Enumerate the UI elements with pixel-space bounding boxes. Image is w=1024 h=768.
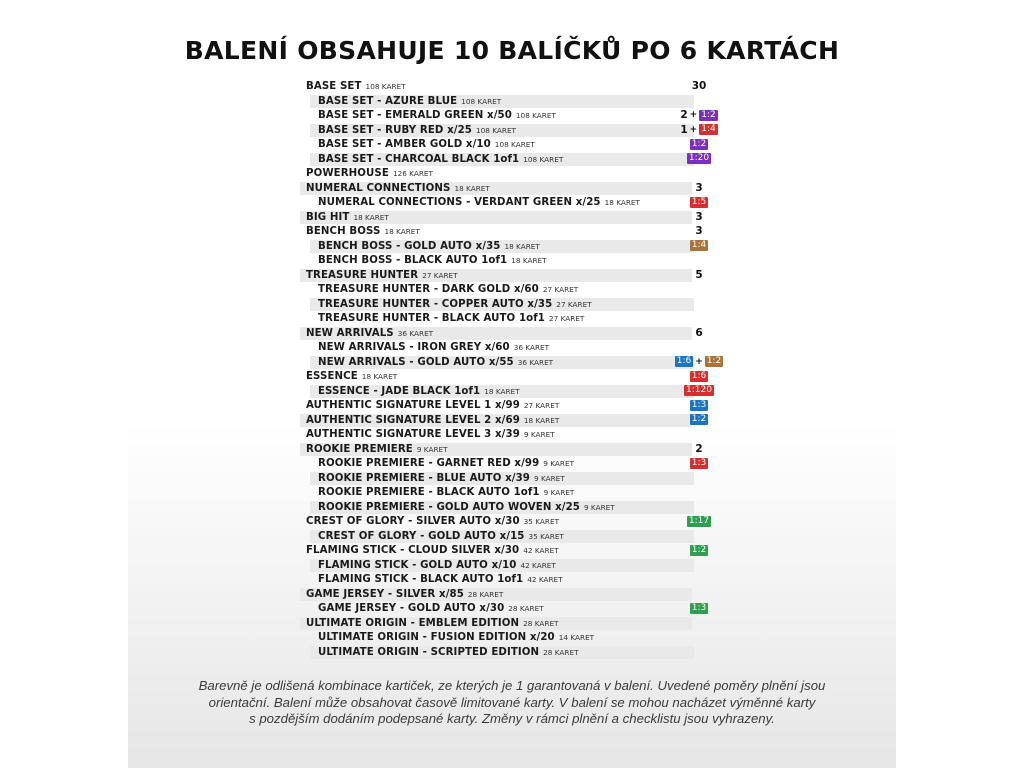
set-name: BASE SET: [306, 81, 362, 92]
plus-sign: +: [689, 124, 698, 135]
set-name-cell: [310, 298, 694, 311]
set-name-cell: [300, 370, 692, 383]
set-name-cell: [300, 428, 692, 441]
set-name: GAME JERSEY - SILVER x/85: [306, 588, 464, 600]
set-name: NUMERAL CONNECTIONS - VERDANT GREEN x/25: [318, 197, 601, 208]
odds-badge: 1:2: [701, 109, 716, 120]
set-name: CREST OF GLORY - GOLD AUTO x/15: [318, 530, 525, 542]
checklist-row: [300, 137, 740, 152]
checklist-row: [300, 326, 740, 341]
set-name-cell: [310, 472, 694, 485]
cards-per-box: 6: [695, 326, 703, 339]
odds-cell: [656, 514, 742, 529]
set-name: ULTIMATE ORIGIN - SCRIPTED EDITION: [318, 646, 540, 658]
set-name: TREASURE HUNTER - COPPER AUTO x/35: [318, 298, 553, 310]
odds-cell: [656, 398, 742, 413]
odds-cell: [656, 94, 742, 109]
set-name: ULTIMATE ORIGIN - FUSION EDITION x/20: [318, 632, 555, 643]
set-name: CREST OF GLORY - SILVER AUTO x/30: [306, 516, 520, 527]
checklist-row: [300, 413, 740, 428]
odds-cell: [656, 572, 742, 587]
card-count: 18 KARET: [384, 227, 420, 236]
odds-badge: 1:17: [688, 515, 710, 526]
odds-badge: 1:2: [691, 138, 707, 149]
card-count: 27 KARET: [548, 314, 585, 323]
odds-badge: 1:3: [691, 457, 707, 468]
odds-cell: [656, 326, 742, 341]
odds-cell: [656, 123, 742, 138]
card-count: 9 KARET: [583, 502, 615, 512]
checklist-row: [300, 166, 740, 181]
odds-cell: [656, 601, 742, 616]
card-count: 35 KARET: [523, 517, 560, 526]
checklist-row: [300, 369, 740, 384]
card-count: 36 KARET: [517, 357, 554, 367]
set-name-cell: [310, 95, 694, 108]
checklist-row: [300, 645, 740, 660]
checklist-row: [300, 340, 740, 355]
set-name: BENCH BOSS: [306, 226, 381, 237]
checklist-row: [300, 152, 740, 167]
card-count: 14 KARET: [558, 633, 595, 642]
cards-per-box: 3: [695, 181, 703, 194]
set-name-cell: [310, 457, 694, 470]
odds-cell: [656, 485, 742, 500]
card-count: 108 KARET: [365, 82, 406, 91]
odds-cell: [656, 616, 742, 631]
set-name-cell: [310, 254, 694, 267]
set-name: TREASURE HUNTER: [306, 269, 419, 281]
set-name: TREASURE HUNTER - DARK GOLD x/60: [318, 284, 539, 295]
checklist-row: [300, 456, 740, 471]
checklist-row: [300, 543, 740, 558]
set-name: FLAMING STICK - CLOUD SILVER x/30: [306, 545, 520, 556]
card-count: 108 KARET: [461, 96, 502, 106]
set-name-cell: [300, 617, 692, 630]
card-count: 9 KARET: [543, 488, 575, 497]
checklist-row: [300, 282, 740, 297]
set-name: NEW ARRIVALS - GOLD AUTO x/55: [318, 356, 514, 368]
checklist-row: [300, 500, 740, 515]
set-name-cell: [300, 269, 692, 282]
checklist-row: [300, 529, 740, 544]
set-name: BENCH BOSS - GOLD AUTO x/35: [318, 240, 501, 252]
odds-cell: [656, 413, 742, 428]
odds-cell: [656, 543, 742, 558]
odds-cell: [656, 587, 742, 602]
card-count: 27 KARET: [542, 285, 579, 294]
page-title: BALENÍ OBSAHUJE 10 BALÍČKŮ PO 6 KARTÁCH: [184, 36, 840, 65]
set-name: ROOKIE PREMIERE - GARNET RED x/99: [318, 458, 540, 469]
odds-cell: [656, 297, 742, 312]
odds-cell: [656, 442, 742, 457]
card-count: 9 KARET: [543, 459, 575, 468]
card-count: 28 KARET: [543, 647, 579, 657]
odds-badge: 1:2: [706, 356, 722, 367]
odds-cell: [656, 181, 742, 196]
cards-per-box: 30: [691, 80, 707, 93]
odds-cell: [656, 152, 742, 167]
card-count: 18 KARET: [361, 372, 398, 381]
odds-cell: [656, 369, 742, 384]
checklist-row: [300, 195, 740, 210]
odds-cell: [656, 427, 742, 442]
set-name-cell: [300, 399, 692, 412]
checklist-row: [300, 123, 740, 138]
set-name-cell: [310, 530, 694, 543]
odds-badge: 1:6: [691, 370, 707, 381]
checklist-row: [300, 239, 740, 254]
set-name: FLAMING STICK - BLACK AUTO 1of1: [318, 574, 524, 585]
set-name-cell: [310, 573, 694, 586]
cards-per-box: 2: [695, 442, 703, 455]
set-name: AUTHENTIC SIGNATURE LEVEL 2 x/69: [306, 414, 520, 426]
set-name-cell: [310, 240, 694, 253]
odds-cell: [656, 195, 742, 210]
set-name-cell: [300, 182, 692, 195]
card-count: 9 KARET: [523, 430, 555, 439]
set-name: ESSENCE: [306, 371, 358, 382]
plus-sign: +: [695, 356, 703, 367]
odds-cell: [656, 384, 742, 399]
set-name-cell: [310, 124, 694, 137]
checklist-row: [300, 355, 740, 370]
set-name: BASE SET - EMERALD GREEN x/50: [318, 110, 512, 121]
checklist-row: [300, 79, 740, 94]
set-name: BASE SET - RUBY RED x/25: [318, 124, 472, 136]
odds-cell: [656, 529, 742, 544]
set-name: ROOKIE PREMIERE - BLACK AUTO 1of1: [318, 487, 540, 498]
set-name: NUMERAL CONNECTIONS: [306, 182, 451, 194]
card-count: 108 KARET: [523, 154, 564, 164]
set-name: NEW ARRIVALS - IRON GREY x/60: [318, 342, 510, 353]
set-name: FLAMING STICK - GOLD AUTO x/10: [318, 559, 517, 571]
set-name-cell: [300, 80, 692, 93]
footnote-line: Barevně je odlišená kombinace kartiček, ze kterých je 1 garantovaná v balení. Uvedené poměry plnění jsou: [198, 678, 826, 693]
checklist-row: [300, 485, 740, 500]
set-name: BASE SET - CHARCOAL BLACK 1of1: [318, 153, 520, 165]
set-name-cell: [310, 312, 694, 325]
set-name: TREASURE HUNTER - BLACK AUTO 1of1: [318, 313, 545, 324]
set-name: ESSENCE - JADE BLACK 1of1: [318, 385, 481, 397]
card-count: 28 KARET: [467, 589, 504, 599]
odds-badge: 1:120: [686, 385, 712, 396]
set-name-cell: [300, 515, 692, 528]
set-name-cell: [310, 283, 694, 296]
card-count: 18 KARET: [523, 415, 560, 425]
card-count: 35 KARET: [528, 531, 564, 541]
card-count: 18 KARET: [454, 183, 490, 193]
checklist-row: [300, 572, 740, 587]
checklist-row: [300, 616, 740, 631]
odds-cell: [656, 268, 742, 283]
odds-cell: [656, 108, 742, 123]
odds-cell: [656, 210, 742, 225]
odds-cell: [656, 645, 742, 660]
set-name-cell: [300, 167, 692, 180]
set-name-cell: [310, 385, 694, 398]
set-name-cell: [300, 211, 692, 224]
odds-cell: [656, 311, 742, 326]
checklist-row: [300, 181, 740, 196]
cards-per-box: 3: [695, 225, 703, 238]
cards-per-box: 1: [680, 123, 688, 136]
card-count: 42 KARET: [523, 546, 559, 555]
card-count: 27 KARET: [422, 270, 458, 280]
checklist-row: [300, 558, 740, 573]
card-count: 108 KARET: [515, 111, 556, 120]
set-name-cell: [300, 588, 692, 601]
set-name-cell: [310, 356, 694, 369]
odds-badge: 1:4: [701, 124, 716, 135]
plus-sign: +: [689, 110, 698, 121]
odds-cell: [656, 253, 742, 268]
card-count: 108 KARET: [494, 140, 535, 149]
set-name: BASE SET - AMBER GOLD x/10: [318, 139, 491, 150]
odds-badge: 1:20: [688, 153, 710, 164]
odds-cell: [656, 500, 742, 515]
checklist-row: [300, 268, 740, 283]
card-count: 9 KARET: [533, 473, 565, 483]
checklist-row: [300, 398, 740, 413]
checklist-row: [300, 630, 740, 645]
card-count: 18 KARET: [484, 386, 520, 396]
set-name: NEW ARRIVALS: [306, 327, 394, 339]
set-name: POWERHOUSE: [306, 168, 389, 179]
checklist-row: [300, 442, 740, 457]
set-name-cell: [310, 486, 694, 499]
odds-cell: [656, 282, 742, 297]
odds-badge: 1:4: [691, 240, 707, 251]
odds-cell: [656, 558, 742, 573]
card-count: 108 KARET: [475, 125, 517, 135]
checklist-row: [300, 224, 740, 239]
cards-per-box: 5: [695, 268, 703, 281]
checklist-row: [300, 253, 740, 268]
set-name-cell: [310, 138, 694, 151]
card-count: 18 KARET: [604, 198, 640, 207]
odds-cell: [656, 137, 742, 152]
card-count: 18 KARET: [511, 256, 547, 265]
set-name: ROOKIE PREMIERE - BLUE AUTO x/39: [318, 472, 530, 484]
set-name-cell: [310, 109, 694, 122]
checklist-row: [300, 297, 740, 312]
footnote-line: orientační. Balení může obsahovat časově limitované karty. V balení se mohou nacházet výměnné karty: [208, 694, 816, 710]
odds-badge: 1:3: [691, 399, 707, 410]
card-count: 126 KARET: [392, 169, 433, 178]
odds-cell: [656, 239, 742, 254]
checklist-row: [300, 384, 740, 399]
set-name: ROOKIE PREMIERE: [306, 443, 413, 455]
odds-badge: 1:2: [691, 414, 707, 425]
set-name-cell: [310, 196, 694, 209]
set-name-cell: [310, 559, 694, 572]
set-name-cell: [300, 443, 692, 456]
odds-badge: 1:6: [676, 356, 692, 367]
card-count: 27 KARET: [556, 299, 592, 309]
checklist-row: [300, 587, 740, 602]
card-count: 42 KARET: [527, 575, 563, 584]
set-name-cell: [310, 631, 694, 644]
set-name-cell: [300, 544, 692, 557]
odds-badge: 1:3: [691, 602, 707, 613]
set-name: BASE SET - AZURE BLUE: [318, 95, 458, 107]
footnote-line: s pozdějším dodáním podepsané karty. Změny v rámci plnění a checklistu jsou vyhrazeny.: [249, 711, 775, 726]
odds-cell: [656, 630, 742, 645]
odds-badge: 1:2: [691, 544, 707, 555]
card-count: 28 KARET: [523, 618, 559, 628]
set-name-cell: [310, 341, 694, 354]
set-name: AUTHENTIC SIGNATURE LEVEL 3 x/39: [306, 429, 520, 440]
odds-cell: [656, 340, 742, 355]
checklist-row: [300, 311, 740, 326]
checklist-row: [300, 210, 740, 225]
set-name-cell: [310, 501, 694, 514]
set-name-cell: [310, 602, 694, 615]
card-count: 27 KARET: [523, 401, 560, 410]
footnote: [150, 678, 874, 728]
card-count: 36 KARET: [397, 328, 434, 338]
checklist-row: [300, 108, 740, 123]
set-name: GAME JERSEY - GOLD AUTO x/30: [318, 603, 505, 614]
odds-cell: [656, 471, 742, 486]
card-count: 28 KARET: [508, 604, 544, 613]
checklist-row: [300, 514, 740, 529]
odds-cell: [656, 166, 742, 181]
checklist-row: [300, 427, 740, 442]
cards-per-box: 3: [695, 210, 703, 223]
set-name: BIG HIT: [306, 211, 350, 223]
cards-per-box: 2: [680, 109, 688, 122]
set-name-cell: [310, 646, 694, 659]
set-name-cell: [300, 414, 692, 427]
set-name-cell: [300, 225, 692, 238]
card-count: 36 KARET: [513, 343, 550, 352]
checklist-row: [300, 471, 740, 486]
set-name-cell: [310, 153, 694, 166]
card-count: 9 KARET: [416, 444, 448, 454]
odds-badge: 1:5: [691, 196, 707, 207]
odds-cell: [656, 224, 742, 239]
set-name: ROOKIE PREMIERE - GOLD AUTO WOVEN x/25: [318, 501, 580, 513]
set-name-cell: [300, 327, 692, 340]
card-count: 18 KARET: [504, 241, 540, 251]
set-name: AUTHENTIC SIGNATURE LEVEL 1 x/99: [306, 400, 520, 411]
set-name: ULTIMATE ORIGIN - EMBLEM EDITION: [306, 617, 520, 629]
checklist-row: [300, 94, 740, 109]
checklist-row: [300, 601, 740, 616]
set-name: BENCH BOSS - BLACK AUTO 1of1: [318, 255, 508, 266]
card-count: 42 KARET: [520, 560, 556, 570]
checklist-table: [300, 79, 740, 659]
odds-cell: [656, 456, 742, 471]
odds-cell: [656, 79, 742, 94]
card-count: 18 KARET: [353, 212, 389, 222]
odds-cell: [656, 355, 742, 370]
